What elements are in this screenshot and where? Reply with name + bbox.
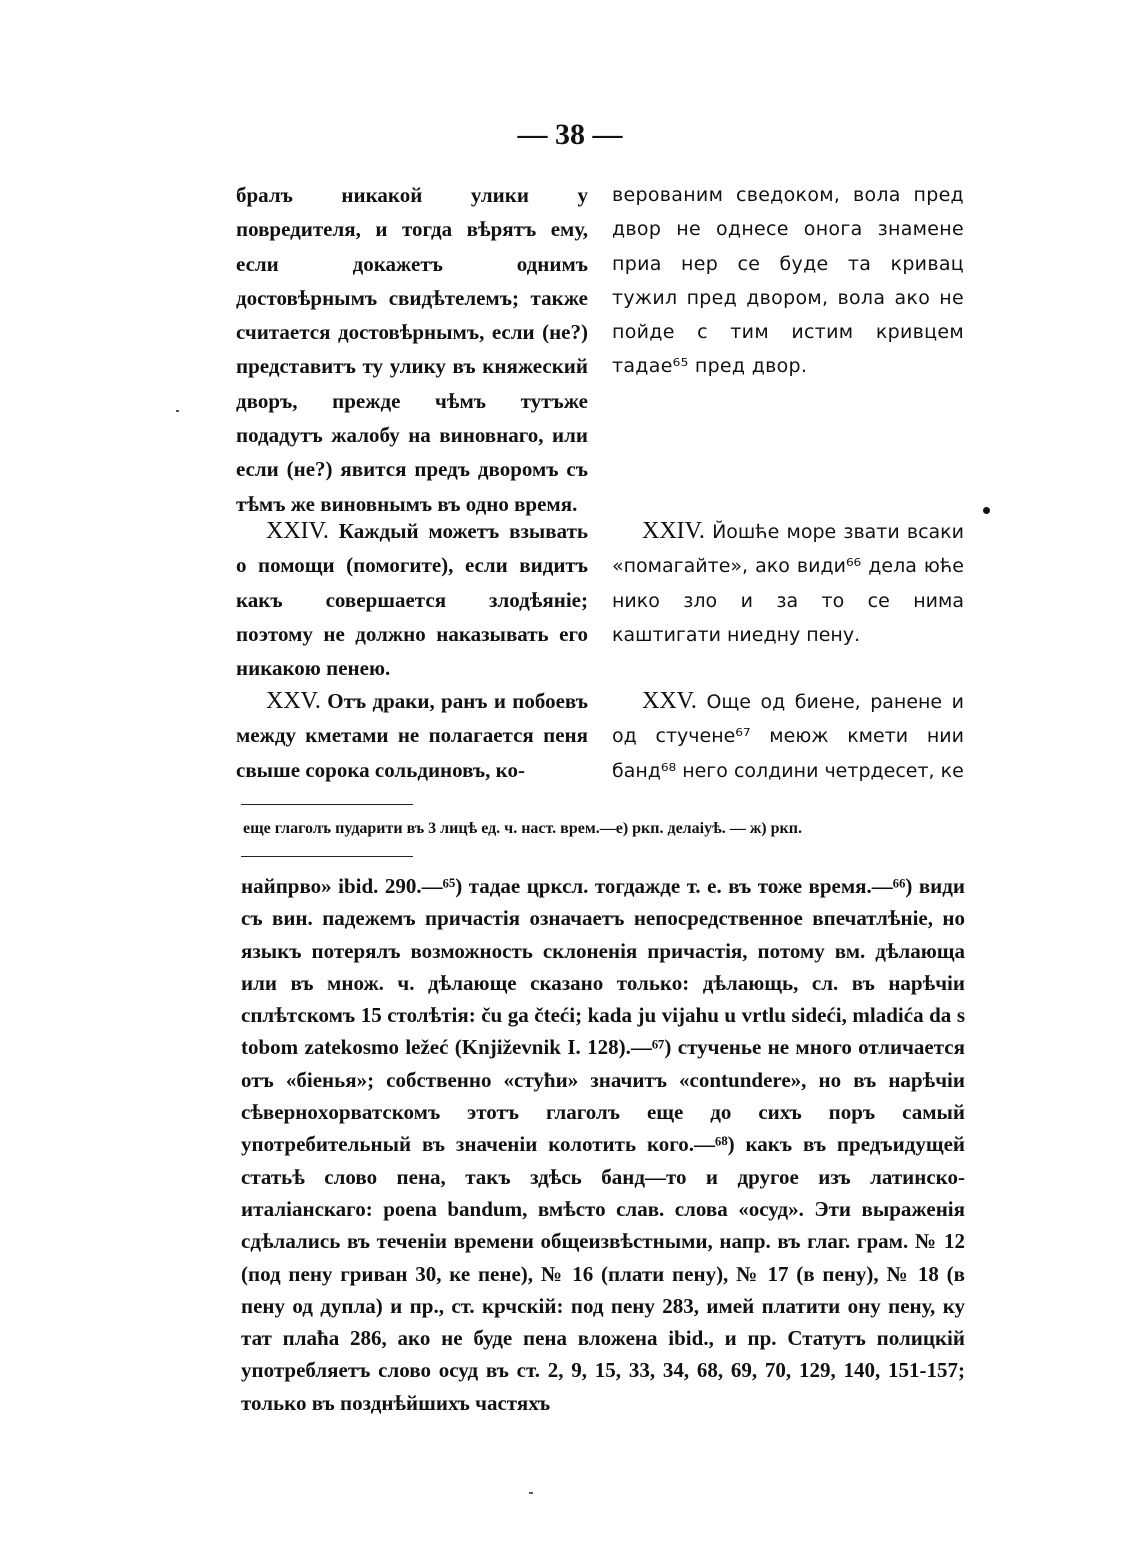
right-intro-paragraph: верованим сведоком, вола пред двор не однесе онога знамене приа нер се буде та кривац тужил пред двором, вола ако не пойде с тим истим кривцем тадае⁶⁵ пред двор. xyxy=(612,184,964,378)
left-intro-paragraph: бралъ никакой улики у повредителя, и тогда вѣрятъ ему, если докажетъ однимъ достовѣрнымъ свидѣтелемъ; также считается достовѣрнымъ, если (не?) представитъ ту улику въ княжеский дворъ, прежде чѣмъ тутъже подадутъ жалобу на виновнаго, или если (не?) явится предъ дворомъ съ тѣмъ же виновнымъ въ одно время. xyxy=(236,183,588,516)
ink-speck-mark xyxy=(529,1492,533,1494)
left-section-25 xyxy=(236,684,588,787)
left-section-25-text: Отъ драки, ранъ и побоевъ между кметами не полагается пеня свыше сорока сольдиновъ, ко- xyxy=(236,689,588,782)
left-section-24-paragraph xyxy=(236,514,588,685)
footnote-continuation: еще глаголъ пударити въ 3 лицѣ ед. ч. наст. врем.—е) ркп. делаіуѣ. — ж) ркп. xyxy=(243,820,802,837)
right-section-25-text: Още од биене, ранене и од стучене⁶⁷ меюж кмети нии банд⁶⁸ него солдини четрдесет, ке xyxy=(612,691,964,782)
ink-speck-mark xyxy=(176,410,179,412)
right-section-24 xyxy=(612,514,964,652)
right-section-24-paragraph xyxy=(612,514,964,652)
right-section-24-number: XXIV. xyxy=(642,518,705,544)
left-section-25-paragraph xyxy=(236,684,588,787)
right-section-25-paragraph xyxy=(612,684,964,788)
footnotes-text: найпрво» ibid. 290.—⁶⁵) тадае црксл. тогдажде т. е. въ тоже время.—⁶⁶) види съ вин. падежемъ причастія означаетъ непосредственное впечатлѣніе, но языкъ потерялъ возможность склоненія причастія, потому вм. дѣлающа или въ множ. ч. дѣлающе сказано только: дѣлающь, сл. въ нарѣчіи сплѣтскомъ 15 столѣтія: ču ga čteći; kada ju vijahu u vrtlu sideći, mladića da s tobom zatekosmo ležeć (Književnik I. 128).—⁶⁷) стученье не много отличается отъ «біенья»; собственно «стуħи» значитъ «contundere», но въ нарѣчіи сѣверноxорватскомъ этотъ глаголъ еще до сихъ поръ самый употребительный въ значеніи колотить кого.—⁶⁸) какъ въ предъидущей статьѣ слово пена, такъ здѣсь банд—то и другое изъ латинско-италіанскаго: poena bandum, вмѣсто слав. слова «осуд». Эти выраженія сдѣлались въ теченіи времени общеизвѣстными, напр. въ глаг. грам. № 12 (под пену гриван 30, ке пене), № 16 (плати пену), № 17 (в пену), № 18 (в пену од дупла) и пр., ст. крчскій: под пену 283, имей платити ону пену, ку тат плаћа 286, ако не буде пена вложена ibid., и пр. Статутъ полицкій употребляетъ слово осуд въ ст. 2, 9, 15, 33, 34, 68, 69, 70, 129, 140, 151-157; только въ позднѣйшихъ частяхъ xyxy=(241,874,965,1415)
right-section-24-text: Йошће море звати всаки «помагайте», ако види⁶⁶ дела юће нико зло и за то се нима каштигати ниедну пену. xyxy=(612,521,964,646)
right-section-25-number: XXV. xyxy=(642,688,697,714)
left-section-25-number: XXV. xyxy=(266,688,321,714)
footnote-rule-bottom xyxy=(241,856,413,857)
ink-dot-mark xyxy=(983,507,990,514)
left-column-intro xyxy=(236,178,588,521)
page-number: — 38 — xyxy=(517,118,623,151)
footnote-rule-top xyxy=(241,804,413,805)
footnotes-block xyxy=(241,870,965,1419)
right-section-25 xyxy=(612,684,964,788)
left-section-24 xyxy=(236,514,588,685)
left-section-24-number: XXIV. xyxy=(266,518,329,544)
left-section-24-text: Каждый можетъ взывать о помощи (помогите), если видитъ какъ совершается злодѣяніе; поэтому не должно наказывать его никакою пенею. xyxy=(236,519,588,681)
right-column-intro xyxy=(612,178,964,384)
